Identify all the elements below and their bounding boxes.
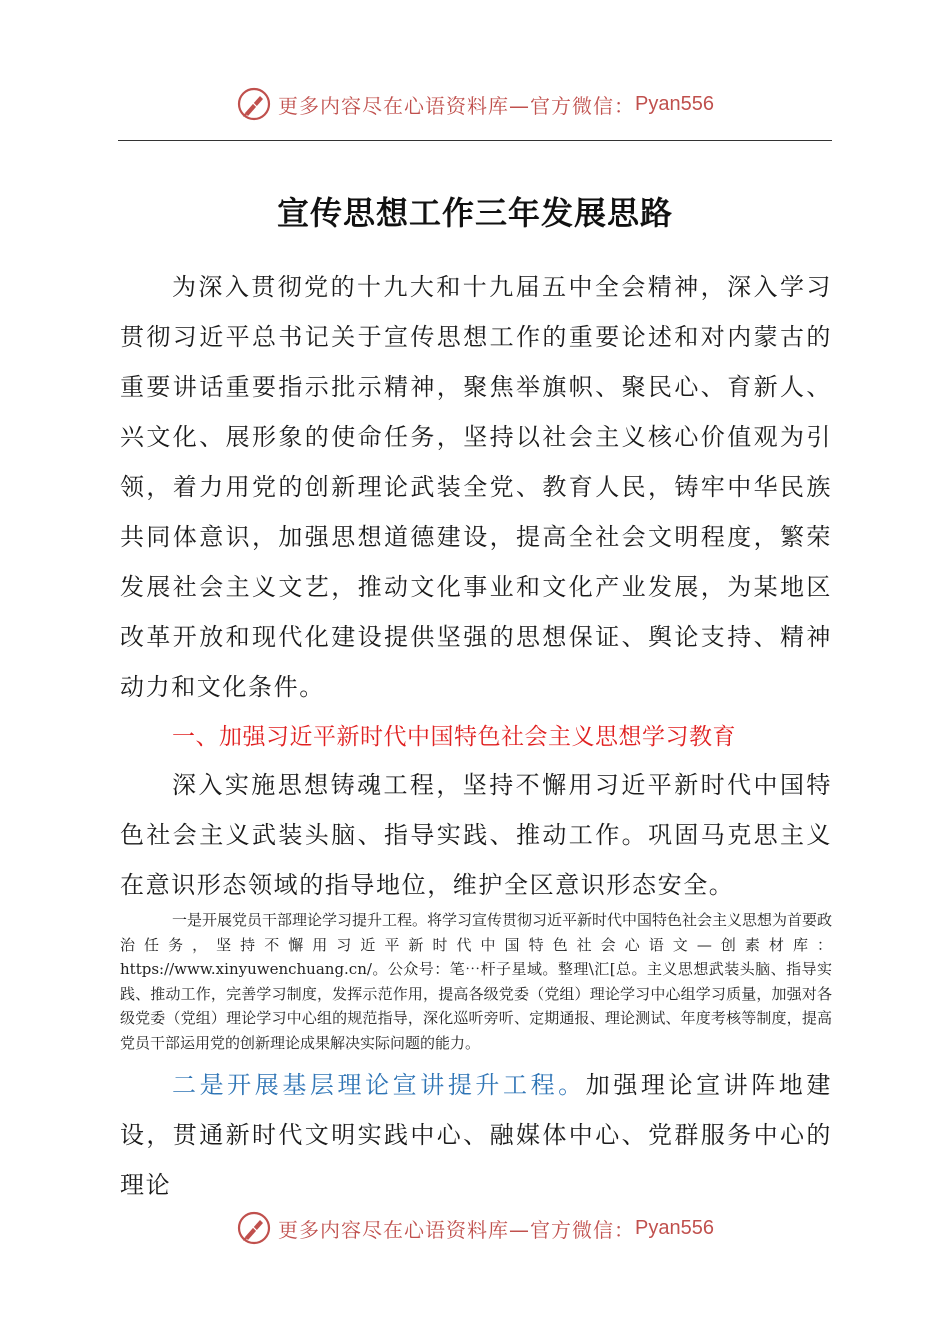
section-1-heading: 一、加强习近平新时代中国特色社会主义思想学习教育 <box>172 724 736 750</box>
header-divider <box>118 140 832 141</box>
small-print-paragraph: 一是开展党员干部理论学习提升工程。将学习宣传贯彻习近平新时代中国特色社会主义思想为首要政治任务，坚持不懈用习近平新时代中国特色社会心语文—创素材库：https://www.xinyuwenchuang.cn/。公众号：笔⋯杆子星域。整理\汇[总。主义思想武装头脑、指导实践、推动工作，完善学习制度，发挥示范作用，提高各级党委（党组）理论学习中心组学习质量，加强对各级党委（党组）理论学习中心组的规范指导，深化巡听旁听、定期通报、理论测试、年度考核等制度，提高党员干部运用党的创新理论成果解决实际问题的能力。 <box>120 911 833 1052</box>
header-banner <box>0 84 950 124</box>
intro-paragraph: 为深入贯彻党的十九大和十九届五中全会精神，深入学习贯彻习近平总书记关于宣传思想工作的重要论述和对内蒙古的重要讲话重要指示批示精神，聚焦举旗帜、聚民心、育新人、兴文化、展形象的使命任务，坚持以社会主义核心价值观为引领，着力用党的创新理论武装全党、教育人民，铸牢中华民族共同体意识，加强思想道德建设，提高全社会文明程度，繁荣发展社会主义文艺，推动文化事业和文化产业发展，为某地区改革开放和现代化建设提供坚强的思想保证、舆论支持、精神动力和文化条件。 <box>120 273 832 701</box>
banner-text: 更多内容尽在心语资料库—官方微信： <box>278 93 636 118</box>
banner-wechat-id: Pyan556 <box>635 92 714 115</box>
footer-banner <box>0 1208 950 1248</box>
footer-wechat-id: Pyan556 <box>635 1216 714 1239</box>
footer-banner-text: 更多内容尽在心语资料库—官方微信： <box>278 1217 636 1242</box>
point-2-lead: 二是开展基层理论宣讲提升工程。 <box>172 1071 586 1099</box>
section-1-body: 深入实施思想铸魂工程，坚持不懈用习近平新时代中国特色社会主义武装头脑、指导实践、推动工作。巩固马克思主义在意识形态领域的指导地位，维护全区意识形态安全。 <box>120 771 832 899</box>
point-2-body: 加强理论宣讲阵地建设，贯通新时代文明实践中心、融媒体中心、党群服务中心的理论 <box>120 1071 832 1199</box>
pen-logo-icon <box>236 1210 272 1246</box>
page-title: 宣传思想工作三年发展思路 <box>276 194 673 232</box>
point-2-paragraph <box>120 1060 832 1210</box>
pen-logo-icon <box>236 86 272 122</box>
